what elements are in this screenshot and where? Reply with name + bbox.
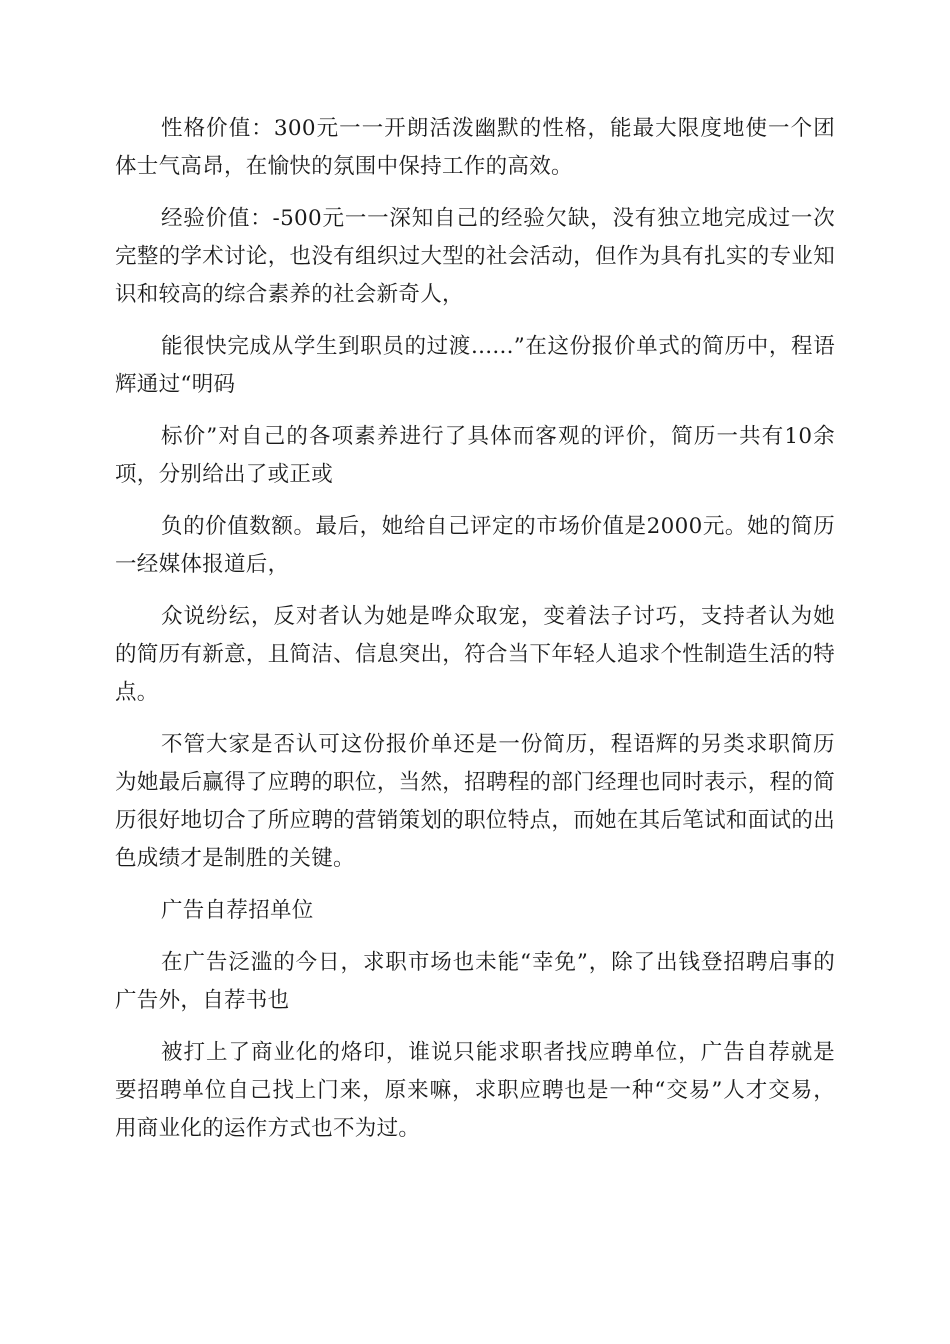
paragraph-transition: 能很快完成从学生到职员的过渡......”在这份报价单式的简历中，程语辉通过“明码 <box>115 334 835 397</box>
paragraph-outcome: 不管大家是否认可这份报价单还是一份简历，程语辉的另类求职简历为她最后赢得了应聘的职位，当然，招聘程的部门经理也同时表示，程的简历很好地切合了所应聘的营销策划的职位特点，而她在其后笔试和面试的出色成绩才是制胜的关键。 <box>115 732 835 871</box>
section-heading-ad-self-recommendation: 广告自荐招单位 <box>161 898 314 923</box>
paragraph-commercialization: 被打上了商业化的烙印，谁说只能求职者找应聘单位，广告自荐就是要招聘单位自己找上门来，原来嘛，求职应聘也是一种“交易”人才交易，用商业化的运作方式也不为过。 <box>115 1040 835 1141</box>
paragraph-personality-value: 性格价值：300元一一开朗活泼幽默的性格，能最大限度地使一个团体士气高昂，在愉快的氛围中保持工作的高效。 <box>115 116 835 179</box>
paragraph-pricing: 标价”对自己的各项素养进行了具体而客观的评价，简历一共有10余项，分别给出了或正或 <box>115 424 835 487</box>
document-body <box>115 110 835 1162</box>
paragraph-market-value: 负的价值数额。最后，她给自己评定的市场价值是2000元。她的简历一经媒体报道后， <box>115 514 835 577</box>
paragraph-ad-market: 在广告泛滥的今日，求职市场也未能“幸免”，除了出钱登招聘启事的广告外，自荐书也 <box>115 950 835 1013</box>
paragraph-opinions: 众说纷纭，反对者认为她是哗众取宠，变着法子讨巧，支持者认为她的简历有新意，且简洁、信息突出，符合当下年轻人追求个性制造生活的特点。 <box>115 604 835 705</box>
paragraph-experience-value: 经验价值：-500元一一深知自己的经验欠缺，没有独立地完成过一次完整的学术讨论，也没有组织过大型的社会活动，但作为具有扎实的专业知识和较高的综合素养的社会新奇人， <box>115 206 835 307</box>
